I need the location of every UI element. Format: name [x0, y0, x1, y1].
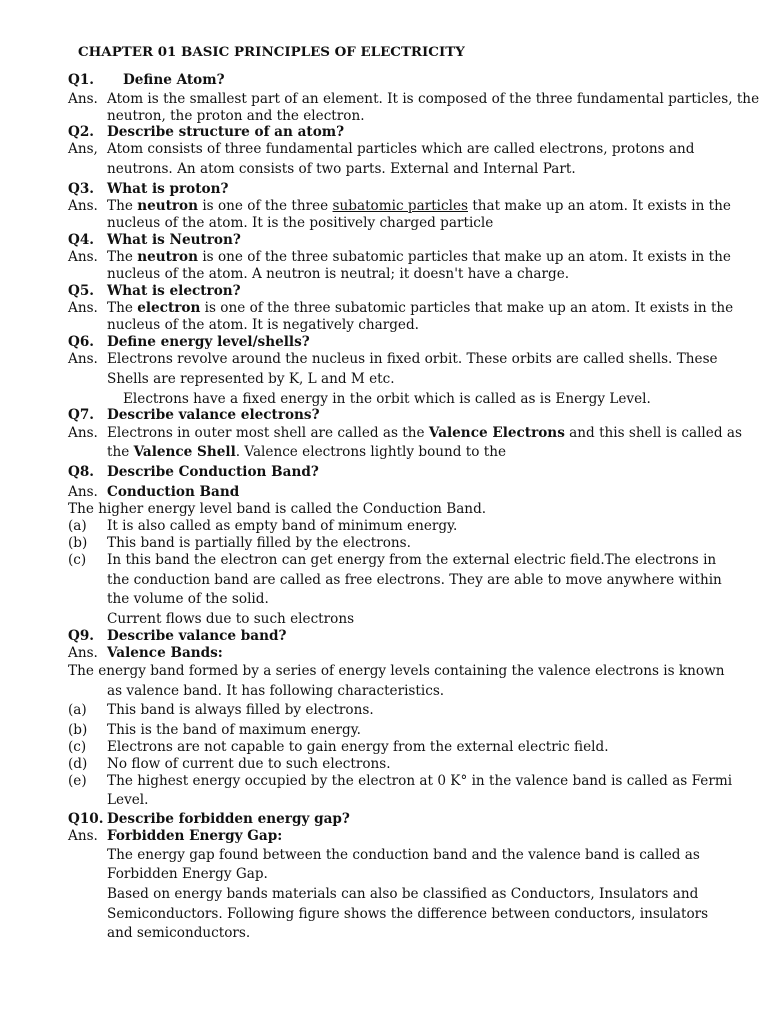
text-run: that make up an atom. It exists in the [468, 198, 731, 214]
bold-term: neutron [137, 198, 199, 214]
q8-item-b-text: This band is partially filled by the electrons. [107, 535, 411, 551]
q10-para-line3: Based on energy bands materials can also be classified as Conductors, Insulators and [107, 886, 699, 902]
q1-number: Q1. [68, 72, 95, 88]
q10-heading: Forbidden Energy Gap: [107, 828, 283, 844]
q4-number: Q4. [68, 232, 95, 248]
q1-answer-line2: neutron, the proton and the electron. [107, 108, 365, 124]
q7-question: Describe valance electrons? [107, 407, 320, 423]
q9-item-d-text: No flow of current due to such electrons. [107, 756, 391, 772]
q10-question: Describe forbidden energy gap? [107, 811, 350, 827]
q10-ans-label: Ans. [68, 828, 98, 844]
text-run: The [107, 249, 138, 265]
q2-answer-line2: neutrons. An atom consists of two parts. External and Internal Part. [107, 161, 576, 177]
q8-intro: The higher energy level band is called the Conduction Band. [68, 501, 487, 517]
q4-answer-line1 [107, 249, 731, 266]
q4-answer-line2: nucleus of the atom. A neutron is neutral; it doesn't have a charge. [107, 266, 570, 282]
text-run: The [107, 300, 138, 316]
q9-item-b-text: This is the band of maximum energy. [107, 722, 361, 738]
q7-ans-label: Ans. [68, 425, 98, 441]
q9-item-e-text: The highest energy occupied by the electron at 0 K° in the valence band is called as Fermi [107, 773, 733, 789]
q8-question: Describe Conduction Band? [107, 464, 319, 480]
q6-answer-line3: Electrons have a fixed energy in the orbit which is called as is Energy Level. [123, 391, 651, 407]
q3-answer-line2: nucleus of the atom. It is the positively charged particle [107, 215, 494, 231]
q6-answer-line1: Electrons revolve around the nucleus in fixed orbit. These orbits are called shells. These [107, 351, 718, 367]
q2-ans-label: Ans, [68, 141, 98, 157]
text-run: Electrons in outer most shell are called as the [107, 425, 429, 441]
q10-number: Q10. [68, 811, 104, 827]
chapter-title: CHAPTER 01 BASIC PRINCIPLES OF ELECTRICITY [78, 44, 465, 60]
q9-item-a-text: This band is always filled by electrons. [107, 702, 374, 718]
q9-heading: Valence Bands: [107, 645, 223, 661]
q5-number: Q5. [68, 283, 95, 299]
q9-question: Describe valance band? [107, 628, 287, 644]
q6-number: Q6. [68, 334, 95, 350]
q10-para-line4: Semiconductors. Following figure shows the difference between conductors, insulators [107, 906, 709, 922]
q9-number: Q9. [68, 628, 95, 644]
q8-item-c-label: (c) [68, 552, 87, 568]
q3-ans-label: Ans. [68, 198, 98, 214]
q9-intro-line1: The energy band formed by a series of energy levels containing the valence electrons is known [68, 663, 725, 679]
q9-item-c-label: (c) [68, 739, 87, 755]
q8-ans-label: Ans. [68, 484, 98, 500]
q5-ans-label: Ans. [68, 300, 98, 316]
q3-number: Q3. [68, 181, 95, 197]
q2-number: Q2. [68, 124, 95, 140]
q1-answer-line1: Atom is the smallest part of an element. It is composed of the three fundamental particles, the [107, 91, 760, 107]
bold-term: Valence Electrons [428, 425, 565, 441]
q7-answer-line2 [107, 444, 506, 461]
text-run: . Valence electrons lightly bound to the [235, 444, 507, 460]
bold-term: neutron [137, 249, 199, 265]
q9-item-d-label: (d) [68, 756, 88, 772]
q8-item-c-line3: the volume of the solid. [107, 591, 269, 607]
q4-ans-label: Ans. [68, 249, 98, 265]
q8-item-b-label: (b) [68, 535, 88, 551]
q9-ans-label: Ans. [68, 645, 98, 661]
q5-question: What is electron? [107, 283, 241, 299]
q9-intro-line2: as valence band. It has following characteristics. [107, 683, 445, 699]
q5-answer-line2: nucleus of the atom. It is negatively charged. [107, 317, 419, 333]
q9-item-a-label: (a) [68, 702, 87, 718]
q8-item-c-line2: the conduction band are called as free electrons. They are able to move anywhere within [107, 572, 722, 588]
bold-term: electron [137, 300, 201, 316]
underlined-term: subatomic particles [332, 198, 468, 214]
q1-ans-label: Ans. [68, 91, 98, 107]
q10-para-line5: and semiconductors. [107, 925, 251, 941]
q6-answer-line2: Shells are represented by K, L and M etc. [107, 371, 395, 387]
q2-answer-line1: Atom consists of three fundamental particles which are called electrons, protons and [107, 141, 695, 157]
q6-ans-label: Ans. [68, 351, 98, 367]
q4-question: What is Neutron? [107, 232, 241, 248]
q1-question: Define Atom? [123, 72, 225, 88]
q9-item-e-label: (e) [68, 773, 87, 789]
text-run: is one of the three subatomic particles that make up an atom. It exists in the [200, 300, 734, 316]
q9-item-c-text: Electrons are not capable to gain energy from the external electric field. [107, 739, 609, 755]
text-run: the [107, 444, 134, 460]
q7-number: Q7. [68, 407, 95, 423]
bold-term: Valence Shell [133, 444, 236, 460]
q8-item-a-label: (a) [68, 518, 87, 534]
q3-question: What is proton? [107, 181, 229, 197]
text-run: and this shell is called as [564, 425, 742, 441]
q8-number: Q8. [68, 464, 95, 480]
q8-item-c-text: In this band the electron can get energy from the external electric field.The electrons in [107, 552, 717, 568]
q10-para-line2: Forbidden Energy Gap. [107, 866, 268, 882]
q3-answer-line1 [107, 198, 731, 215]
q5-answer-line1 [107, 300, 733, 317]
q8-item-a-text: It is also called as empty band of minimum energy. [107, 518, 458, 534]
q7-answer-line1 [107, 425, 742, 442]
text-run: is one of the three subatomic particles that make up an atom. It exists in the [198, 249, 731, 265]
q8-item-c-line4: Current flows due to such electrons [107, 611, 355, 627]
text-run: is one of the three [198, 198, 333, 214]
q10-para-line1: The energy gap found between the conduction band and the valence band is called as [107, 847, 700, 863]
q6-question: Define energy level/shells? [107, 334, 310, 350]
text-run: The [107, 198, 138, 214]
q9-item-b-label: (b) [68, 722, 88, 738]
q9-item-e-line2: Level. [107, 792, 149, 808]
q2-question: Describe structure of an atom? [107, 124, 345, 140]
q8-heading: Conduction Band [107, 484, 240, 500]
